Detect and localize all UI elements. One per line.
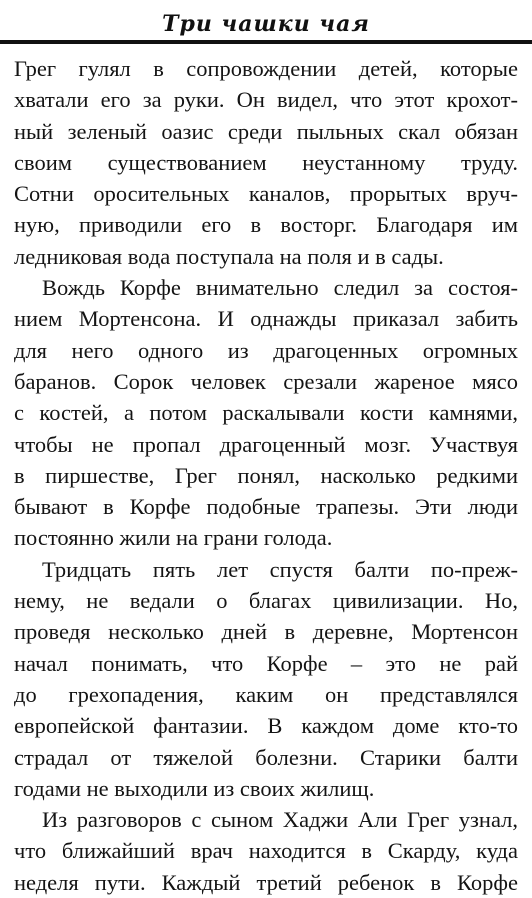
text-line: Вождь Корфе внимательно следил за состоя- (42, 275, 518, 301)
text-line: ледниковая вода поступала на поля и в сады. (14, 243, 444, 269)
running-head: Три чашки чая (162, 11, 370, 37)
paragraph-1 (14, 53, 518, 272)
paragraph-4 (14, 804, 518, 898)
header-rule (0, 40, 532, 44)
text-line: постоянно жили на грани голода. (14, 525, 333, 551)
text-line: проведя несколько дней в деревне, Мортенсон (14, 619, 518, 645)
text-line: что ближайший врач находится в Скарду, куда (14, 838, 518, 864)
text-line: начал понимать, что Корфе – это не рай (14, 650, 518, 676)
text-line: бывают в Корфе подобные трапезы. Эти люди (14, 494, 518, 520)
text-line: ный зеленый оазис среди пыльных скал обязан (14, 118, 518, 144)
text-line: своим существованием неустанному труду. (14, 149, 518, 175)
text-line: с костей, а потом раскалывали кости камнями, (14, 400, 518, 426)
text-line: для него одного из драгоценных огромных (14, 337, 518, 363)
text-line: страдал от тяжелой болезни. Старики балти (14, 744, 518, 770)
text-line: Грег гулял в сопровождении детей, которые (14, 56, 518, 81)
text-line: в пиршестве, Грег понял, насколько редкими (14, 462, 518, 488)
text-line: неделя пути. Каждый третий ребенок в Корфе (14, 869, 518, 895)
text-line: хватали его за руки. Он видел, что этот крохот- (14, 87, 518, 113)
text-line: нием Мортенсона. И однажды приказал забить (14, 306, 518, 332)
text-line: годами не выходили из своих жилищ. (14, 775, 375, 801)
text-line: европейской фантазии. В каждом доме кто-то (14, 713, 518, 739)
body-text (14, 53, 518, 898)
text-line: Из разговоров с сыном Хаджи Али Грег узнал, (42, 807, 518, 833)
text-line: до грехопадения, каким он представлялся (14, 681, 518, 707)
text-line: чтобы не пропал драгоценный мозг. Участвуя (14, 431, 518, 457)
text-line: нему, не ведали о благах цивилизации. Но, (14, 588, 518, 614)
paragraph-2 (14, 272, 518, 554)
text-line: Тридцать пять лет спустя балти по-преж- (42, 556, 518, 582)
text-line: баранов. Сорок человек срезали жареное мясо (14, 368, 518, 394)
text-line: ную, приводили его в восторг. Благодаря им (14, 212, 518, 238)
paragraph-3 (14, 554, 518, 804)
text-line: Сотни оросительных каналов, прорытых вруч- (14, 181, 518, 207)
